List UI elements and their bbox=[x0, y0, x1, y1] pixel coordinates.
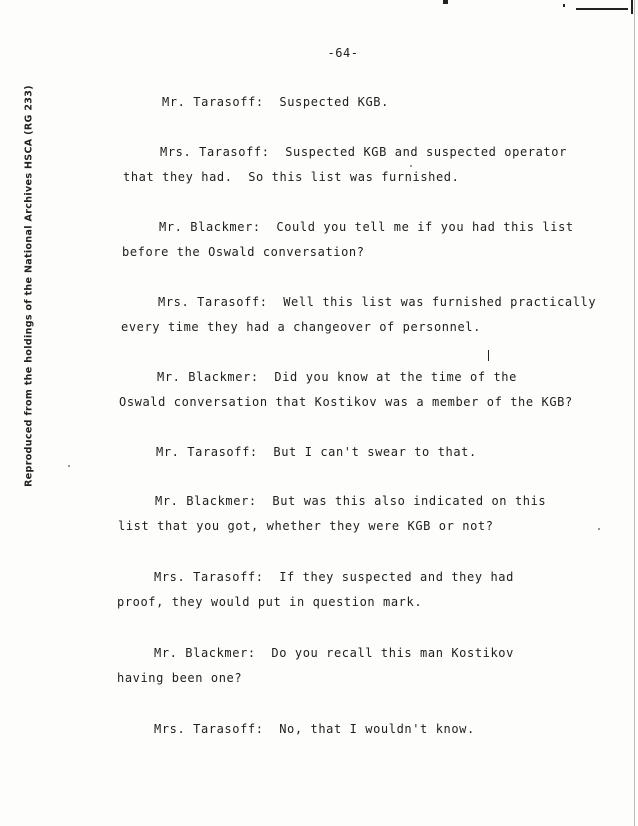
speaker-label: Mrs. Tarasoff: bbox=[154, 722, 264, 736]
utterance-text: But was this also indicated on this bbox=[272, 494, 547, 508]
transcript-line bbox=[159, 220, 574, 234]
utterance-text: Well this list was furnished practically bbox=[283, 295, 597, 309]
archive-side-note: Reproduced from the holdings of the National Archives HSCA (RG 233) bbox=[23, 85, 35, 487]
transcript-continuation-line: proof, they would put in question mark. bbox=[117, 595, 423, 609]
scan-speck bbox=[598, 528, 600, 530]
transcript-line bbox=[162, 95, 389, 109]
utterance-text: Did you know at the time of the bbox=[274, 370, 517, 384]
scan-artifact-top-right-rule bbox=[576, 8, 628, 10]
transcript-continuation-line: list that you got, whether they were KGB or not? bbox=[118, 519, 494, 533]
page-number: -64- bbox=[327, 46, 359, 60]
scan-artifact-top-right-tick bbox=[631, 0, 633, 14]
transcript-line bbox=[155, 494, 546, 508]
scan-artifact-top-right-dot bbox=[563, 4, 565, 7]
scan-artifact-margin-mark bbox=[488, 350, 489, 361]
transcript-line bbox=[154, 646, 514, 660]
speaker-label: Mrs. Tarasoff: bbox=[160, 145, 270, 159]
speaker-label: Mr. Blackmer: bbox=[157, 370, 259, 384]
scan-artifact-top bbox=[443, 0, 448, 4]
transcript-continuation-line: before the Oswald conversation? bbox=[122, 245, 365, 259]
transcript-line bbox=[157, 370, 517, 384]
speaker-label: Mrs. Tarasoff: bbox=[154, 570, 264, 584]
transcript-continuation-line: Oswald conversation that Kostikov was a member of the KGB? bbox=[119, 395, 573, 409]
scan-artifact-right-edge bbox=[634, 0, 635, 826]
transcript-line bbox=[160, 145, 567, 159]
scan-speck bbox=[410, 165, 412, 167]
scan-speck bbox=[68, 465, 70, 467]
utterance-text: No, that I wouldn't know. bbox=[279, 722, 475, 736]
transcript-line bbox=[158, 295, 596, 309]
speaker-label: Mr. Tarasoff: bbox=[156, 445, 258, 459]
speaker-label: Mr. Blackmer: bbox=[155, 494, 257, 508]
transcript-continuation-line: having been one? bbox=[117, 671, 243, 685]
speaker-label: Mr. Blackmer: bbox=[154, 646, 256, 660]
transcript-line bbox=[154, 570, 514, 584]
speaker-label: Mr. Blackmer: bbox=[159, 220, 261, 234]
speaker-label: Mrs. Tarasoff: bbox=[158, 295, 268, 309]
utterance-text: Could you tell me if you had this list bbox=[276, 220, 574, 234]
transcript-line bbox=[154, 722, 475, 736]
transcript-line bbox=[156, 445, 477, 459]
utterance-text: But I can't swear to that. bbox=[273, 445, 477, 459]
transcript-continuation-line: every time they had a changeover of personnel. bbox=[121, 320, 481, 334]
utterance-text: Suspected KGB. bbox=[279, 95, 389, 109]
utterance-text: Do you recall this man Kostikov bbox=[271, 646, 514, 660]
utterance-text: Suspected KGB and suspected operator bbox=[285, 145, 567, 159]
speaker-label: Mr. Tarasoff: bbox=[162, 95, 264, 109]
utterance-text: If they suspected and they had bbox=[279, 570, 514, 584]
transcript-continuation-line: that they had. So this list was furnished. bbox=[123, 170, 460, 184]
